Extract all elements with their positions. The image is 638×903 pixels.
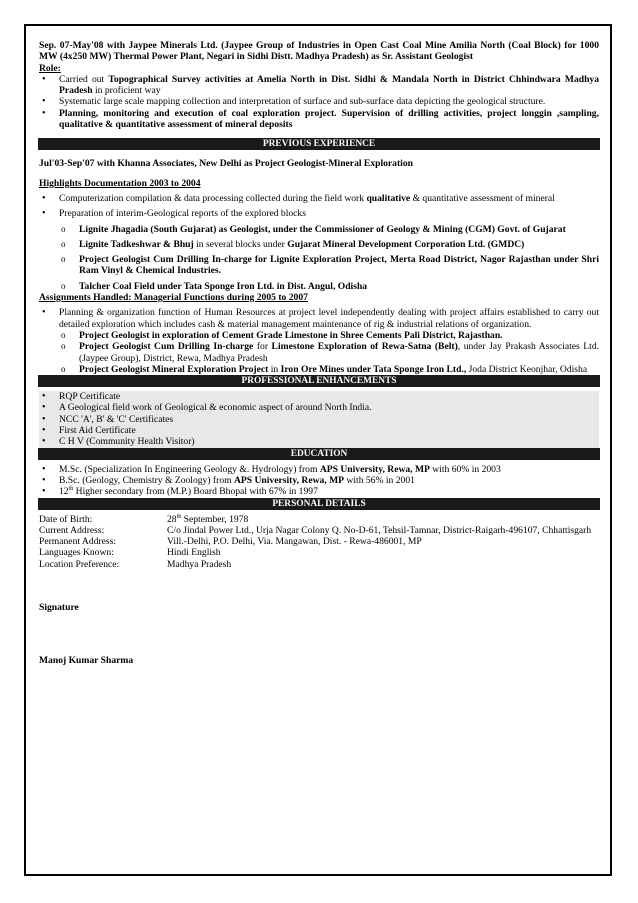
list-item: • Preparation of interim-Geological reports of the explored blocks <box>39 208 599 219</box>
professional-list <box>39 391 599 447</box>
list-item: o Talcher Coal Field under Tata Sponge Iron Ltd. in Dist. Angul, Odisha <box>39 281 599 292</box>
highlights-label: Highlights Documentation 2003 to 2004 <box>39 177 201 189</box>
role-label: Role: <box>39 62 61 74</box>
table-row: Languages Known: Hindi English <box>39 547 221 559</box>
job2-heading: Jul'03-Sep'07 with Khanna Associates, New Delhi as Project Geologist-Mineral Exploration <box>39 158 413 170</box>
list-item: o Project Geologist in exploration of Cement Grade Limestone in Shree Cements Pali District, Rajasthan. <box>39 330 599 341</box>
list-item: o Lignite Tadkeshwar & Bhuj in several blocks under Gujarat Mineral Development Corporation Ltd. (GMDC) <box>39 239 599 250</box>
page-border <box>24 24 612 876</box>
list-item: • Carried out Topographical Survey activities at Amelia North in Dist. Sidhi & Mandala North in District Chhindwara Madhya Pradesh in proficient way <box>39 74 599 97</box>
job1-duties <box>39 74 599 130</box>
list-item: o Project Geologist Cum Drilling In-charge for Limestone Exploration of Rewa-Satna (Belt), under Jay Prakash Associates Ltd. (Jaypee Group), District, Rewa, Madhya Pradesh <box>39 341 599 364</box>
signature-label: Signature <box>39 601 79 613</box>
list-item: • A Geological field work of Geological & economic aspect of around North India. <box>39 402 599 413</box>
resume-content <box>39 40 599 667</box>
candidate-name: Manoj Kumar Sharma <box>39 655 134 667</box>
table-row: Permanent Address: Vill.-Delhi, P.O. Delhi, Via. Mangawan, Dist. - Rewa-486001, MP <box>39 536 422 548</box>
list-item: • B.Sc. (Geology, Chemistry & Zoology) from APS University, Rewa, MP with 56% in 2001 <box>39 475 599 486</box>
list-item: • C H V (Community Health Visitor) <box>39 436 599 447</box>
list-item: o Lignite Jhagadia (South Gujarat) as Geologist, under the Commissioner of Geology & Mining (CGM) Govt. of Gujarat <box>39 224 599 235</box>
highlights-list <box>39 193 599 292</box>
list-item: • 12th Higher secondary from (M.P.) Board Bhopal with 67% in 1997 <box>39 486 599 497</box>
section-header-education: EDUCATION <box>38 448 600 460</box>
assignments-label: Assignments Handled: Managerial Functions during 2005 to 2007 <box>39 292 308 304</box>
list-item: o Project Geologist Cum Drilling In-charge for Lignite Exploration Project, Merta Road District, Nagor Rajasthan under Shri Ram Vinyl & Chemical Industries. <box>39 254 599 277</box>
list-item: • Computerization compilation & data processing collected during the field work qualitative & quantitative assessment of mineral <box>39 193 599 204</box>
education-list <box>39 464 599 498</box>
table-row: Date of Birth: 28th September, 1978 <box>39 513 249 525</box>
section-header-professional-enhancements: PROFESSIONAL ENHANCEMENTS <box>38 375 600 387</box>
list-item: • First Aid Certificate <box>39 425 599 436</box>
section-header-personal-details: PERSONAL DETAILS <box>38 498 600 510</box>
list-item: • Systematic large scale mapping collection and interpretation of surface and sub-surface data depicting the geological structure. <box>39 96 599 107</box>
personal-details-table <box>39 514 599 570</box>
assignments-list <box>39 307 599 375</box>
list-item: o Project Geologist Mineral Exploration Project in Iron Ore Mines under Tata Sponge Iron Ltd., Joda District Keonjhar, Odisha <box>39 364 599 375</box>
list-item: • RQP Certificate <box>39 391 599 402</box>
list-item: • Planning, monitoring and execution of coal exploration project. Supervision of drilling activities, project longgin ,sampling, qualitative & quantitative assessment of mineral deposits <box>39 108 599 131</box>
job1-heading: Sep. 07-May'08 with Jaypee Minerals Ltd. (Jaypee Group of Industries in Open Cast Coal Mine Amilia North (Coal Block) for 1000 MW (4x250 MW) Thermal Power Plant, Negari in Sidhi Distt. Madhya Pradesh) as Sr. Assistant Geologist <box>39 40 599 63</box>
list-item: • M.Sc. (Specialization In Engineering Geology &. Hydrology) from APS University, Rewa, MP with 60% in 2003 <box>39 464 599 475</box>
list-item: • Planning & organization function of Human Resources at project level independently dealing with project affairs established to carry out detailed exploration which includes cash & material management maintenance of rig & industrial relations of organization. <box>39 307 599 330</box>
table-row: Current Address: C/o Jindal Power Ltd., Urja Nagar Colony Q. No-D-61, Tehsil-Tamnar, District-Raigarh-496107, Chhattisgarh <box>39 524 592 536</box>
table-row: Location Preference: Madhya Pradesh <box>39 558 232 570</box>
list-item: • NCC 'A', B' & 'C' Certificates <box>39 414 599 425</box>
section-header-previous-experience: PREVIOUS EXPERIENCE <box>38 138 600 150</box>
